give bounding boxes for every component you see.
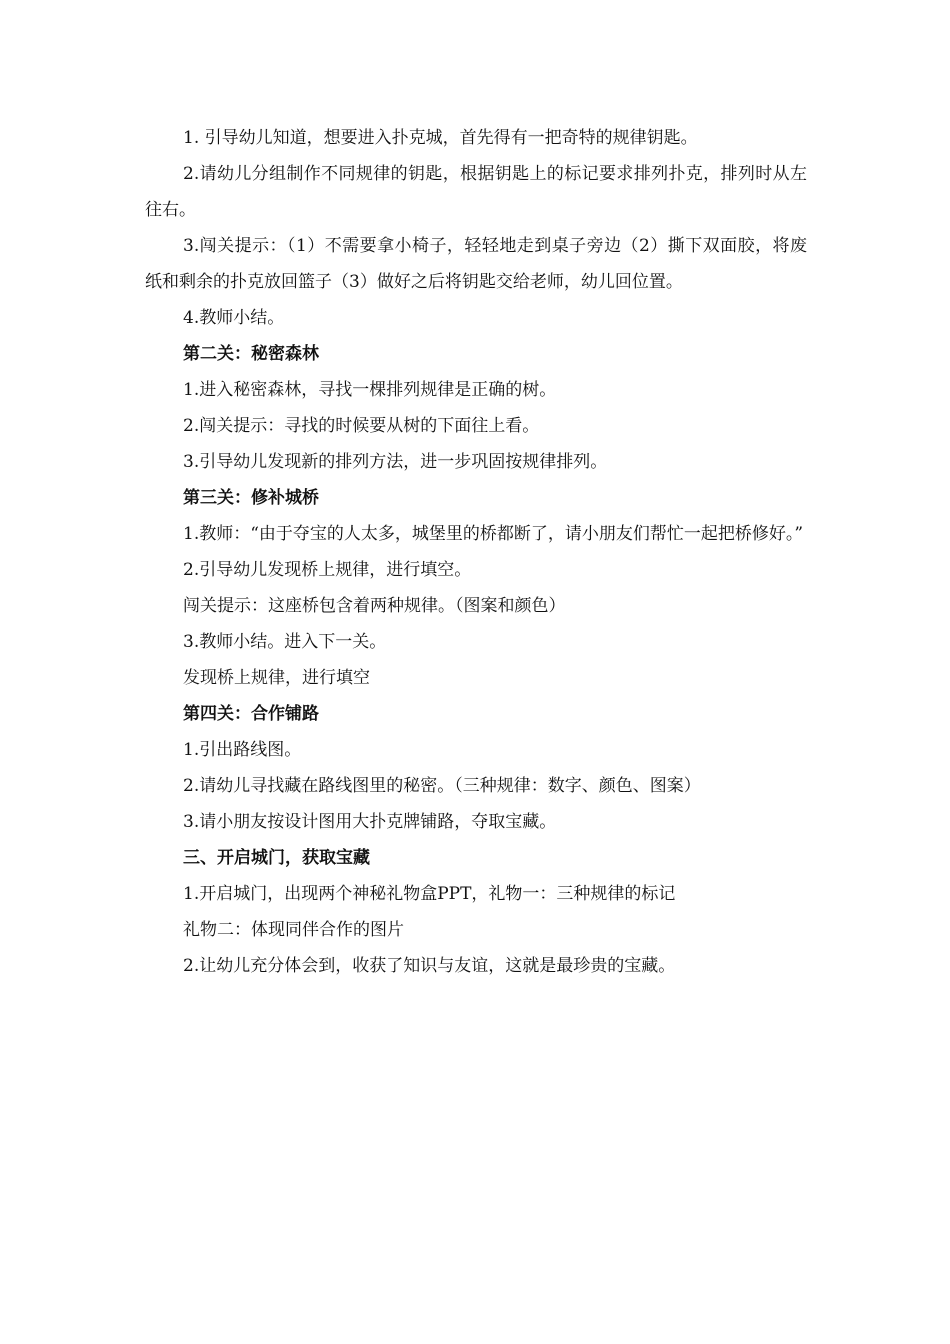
paragraph-intro-3: 3.闯关提示：（1）不需要拿小椅子，轻轻地走到桌子旁边（2）撕下双面胶，将废纸和剩余的扑克放回篮子（3）做好之后将钥匙交给老师，幼儿回位置。 <box>145 236 807 292</box>
paragraph-level4-2: 2.请幼儿寻找藏在路线图里的秘密。（三种规律：数字、颜色、图案） <box>183 776 701 796</box>
paragraph-level2-1: 1.进入秘密森林，寻找一棵排列规律是正确的树。 <box>183 380 557 400</box>
section-heading-open-gate: 三、开启城门，获取宝藏 <box>183 848 370 868</box>
paragraph-intro-2: 2.请幼儿分组制作不同规律的钥匙，根据钥匙上的标记要求排列扑克，排列时从左往右。 <box>145 164 807 220</box>
paragraph-level3-hint: 闯关提示：这座桥包含着两种规律。（图案和颜色） <box>183 596 566 616</box>
paragraph-level3-4: 发现桥上规律，进行填空 <box>183 668 370 688</box>
paragraph-level3-3: 3.教师小结。进入下一关。 <box>183 632 387 652</box>
paragraph-gate-2: 2.让幼儿充分体会到，收获了知识与友谊，这就是最珍贵的宝藏。 <box>183 956 676 976</box>
section-heading-level-3: 第三关：修补城桥 <box>183 488 319 508</box>
paragraph-level4-1: 1.引出路线图。 <box>183 740 302 760</box>
document-body <box>145 120 807 984</box>
paragraph-level2-2: 2.闯关提示：寻找的时候要从树的下面往上看。 <box>183 416 540 436</box>
paragraph-intro-4: 4.教师小结。 <box>183 308 285 328</box>
paragraph-intro-1: 1. 引导幼儿知道，想要进入扑克城，首先得有一把奇特的规律钥匙。 <box>183 128 698 148</box>
section-heading-level-2: 第二关：秘密森林 <box>183 344 319 364</box>
section-heading-level-4: 第四关：合作铺路 <box>183 704 319 724</box>
paragraph-gate-1: 1.开启城门，出现两个神秘礼物盒PPT，礼物一：三种规律的标记 <box>183 884 676 904</box>
paragraph-level2-3: 3.引导幼儿发现新的排列方法，进一步巩固按规律排列。 <box>183 452 608 472</box>
paragraph-level4-3: 3.请小朋友按设计图用大扑克牌铺路，夺取宝藏。 <box>183 812 557 832</box>
paragraph-level3-1: 1.教师：“由于夺宝的人太多，城堡里的桥都断了，请小朋友们帮忙一起把桥修好。” <box>183 524 804 544</box>
paragraph-gate-gift-2: 礼物二：体现同伴合作的图片 <box>183 920 404 940</box>
paragraph-level3-2: 2.引导幼儿发现桥上规律，进行填空。 <box>183 560 472 580</box>
